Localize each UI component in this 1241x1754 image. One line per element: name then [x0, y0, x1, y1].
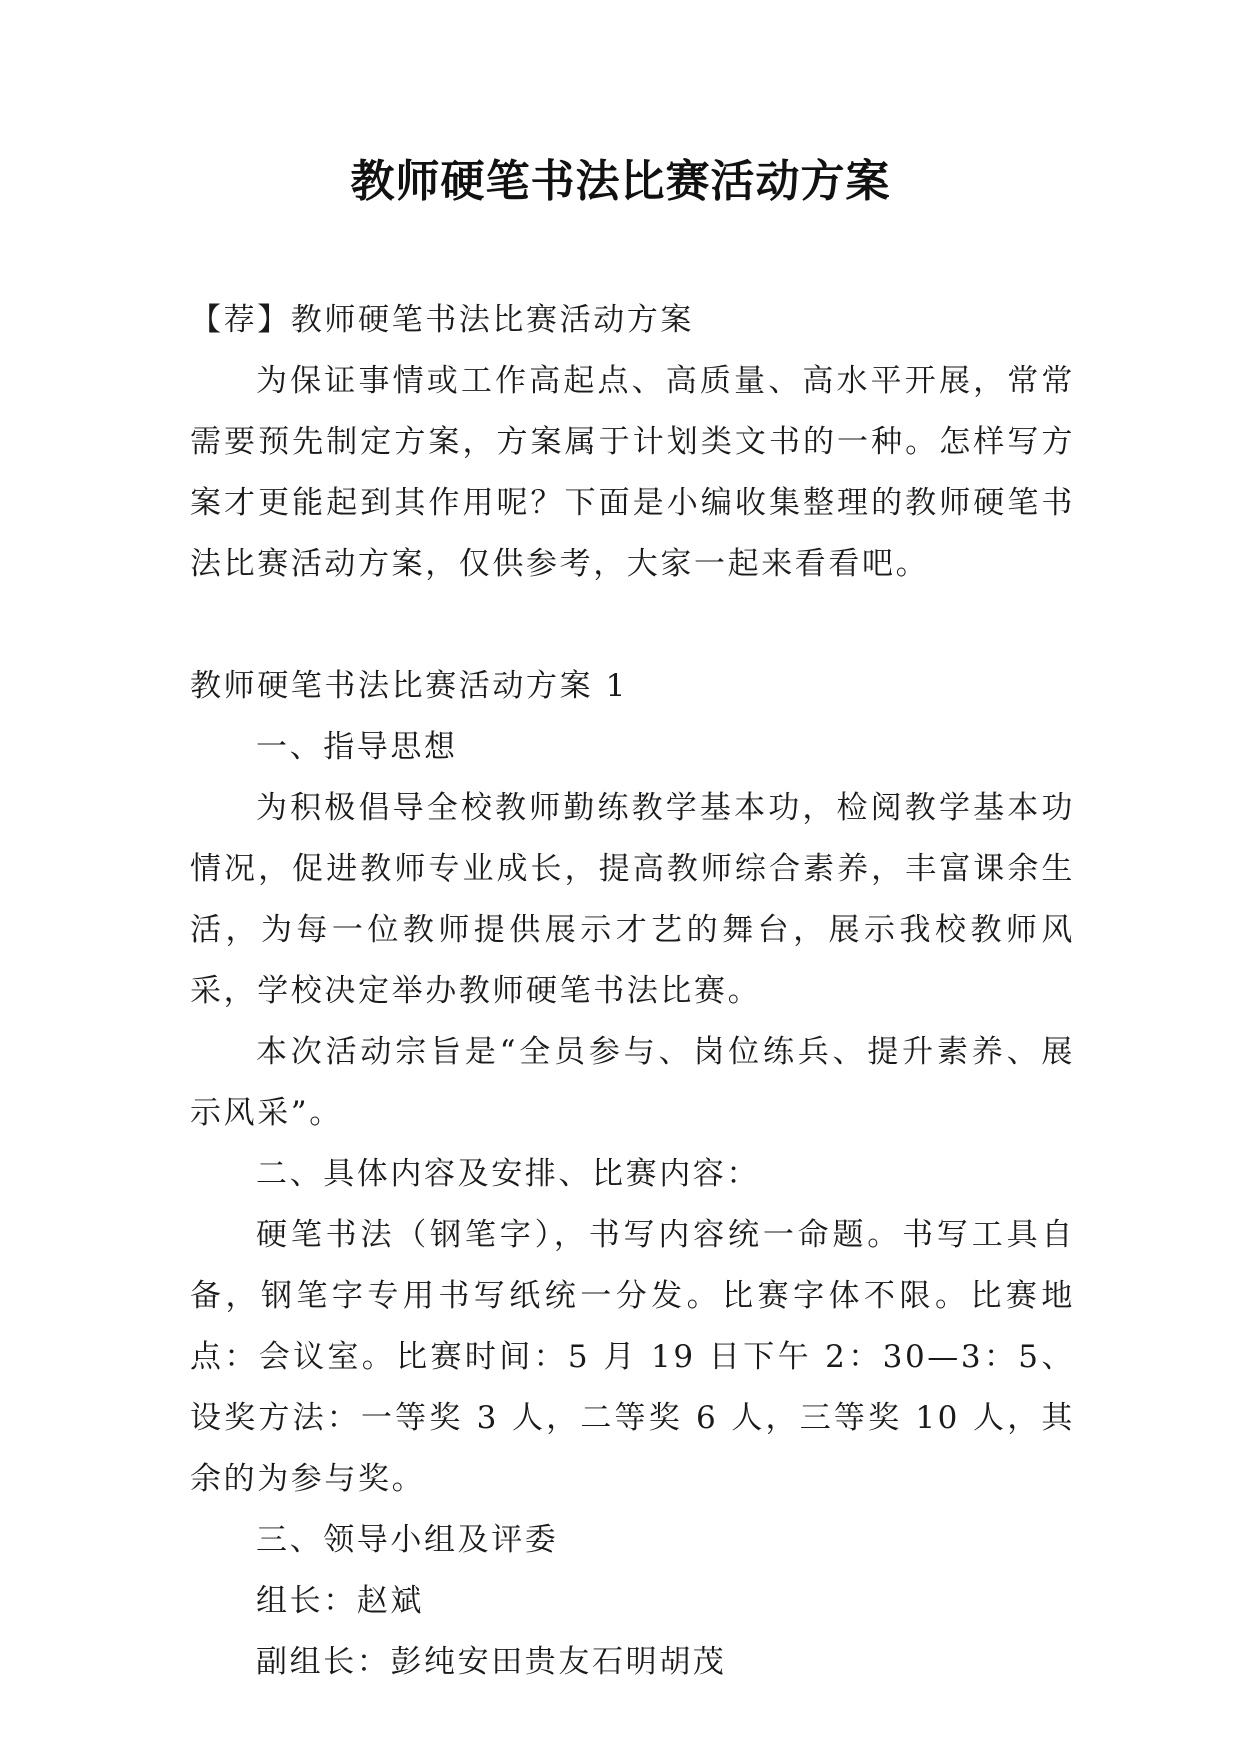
subheading-content-arrangement: 二、具体内容及安排、比赛内容：	[256, 1156, 760, 1192]
content-paragraph: 硬笔书法（钢笔字），书写内容统一命题。书写工具自备，钢笔字专用书写纸统一分发。比赛字体不限。比赛地点：会议室。比赛时间：5 月 19 日下午 2：30—3：5、设奖方法：一等奖 3 人，二等奖 6 人，三等奖 10 人，其余的为参与奖。	[190, 1217, 1075, 1497]
leader-line: 组长：赵斌	[256, 1583, 424, 1619]
purpose-paragraph: 本次活动宗旨是“全员参与、岗位练兵、提升素养、展示风采”。	[190, 1034, 1075, 1131]
document-title: 教师硬笔书法比赛活动方案	[350, 156, 891, 207]
document-body	[190, 290, 1075, 1693]
subheading-leadership: 三、领导小组及评委	[256, 1522, 559, 1558]
intro-paragraph: 为保证事情或工作高起点、高质量、高水平开展，常常需要预先制定方案，方案属于计划类文书的一种。怎样写方案才更能起到其作用呢？下面是小编收集整理的教师硬笔书法比赛活动方案，仅供参考，大家一起来看看吧。	[190, 363, 1075, 582]
section-heading: 教师硬笔书法比赛活动方案 1	[190, 668, 628, 704]
recommend-line: 【荐】教师硬笔书法比赛活动方案	[190, 302, 694, 338]
subheading-guiding-ideology: 一、指导思想	[256, 729, 458, 765]
deputy-leader-line: 副组长：彭纯安田贵友石明胡茂	[256, 1644, 727, 1680]
guiding-ideology-paragraph: 为积极倡导全校教师勤练教学基本功，检阅教学基本功情况，促进教师专业成长，提高教师综合素养，丰富课余生活，为每一位教师提供展示才艺的舞台，展示我校教师风采，学校决定举办教师硬笔书法比赛。	[190, 790, 1075, 1009]
spacer	[190, 595, 1075, 656]
